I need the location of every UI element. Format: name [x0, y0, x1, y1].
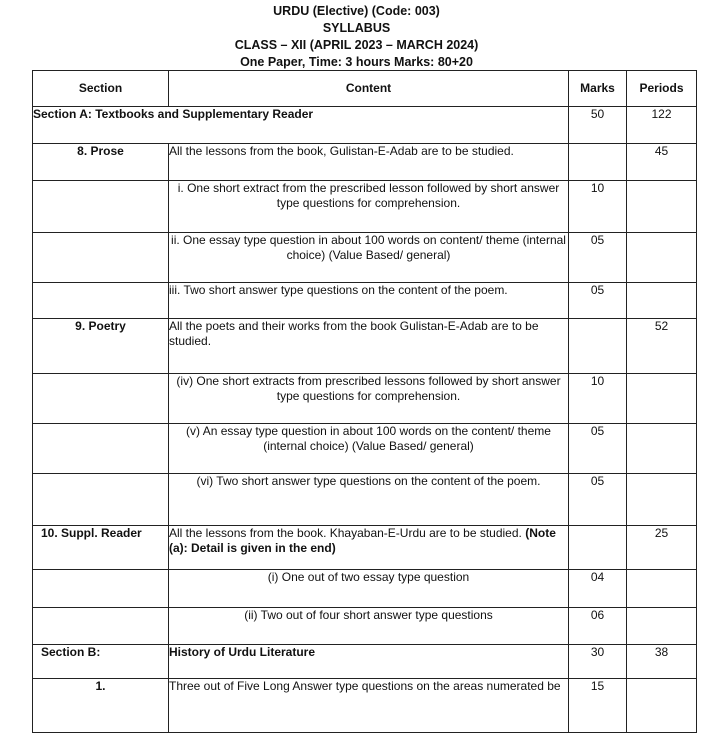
row-periods: 45	[627, 144, 697, 181]
row-periods	[627, 424, 697, 474]
row-content: ii. One essay type question in about 100 words on content/ theme (internal choice) (Value Based/ general)	[169, 233, 569, 283]
table-row	[33, 645, 697, 679]
row-content: (ii) Two out of four short answer type questions	[169, 608, 569, 645]
table-row	[33, 570, 697, 608]
table-row	[33, 474, 697, 526]
row-marks	[569, 144, 627, 181]
row-periods	[627, 679, 697, 733]
row-periods	[627, 570, 697, 608]
row-section	[33, 283, 169, 319]
table-row	[33, 374, 697, 424]
row-periods: 52	[627, 319, 697, 374]
row-marks: 05	[569, 424, 627, 474]
section-a-label: Section A: Textbooks and Supplementary Reader	[33, 107, 569, 144]
row-marks: 30	[569, 645, 627, 679]
row-marks: 04	[569, 570, 627, 608]
row-periods	[627, 181, 697, 233]
row-section	[33, 233, 169, 283]
document-header	[0, 3, 713, 71]
table-header-row	[33, 71, 697, 107]
row-marks: 06	[569, 608, 627, 645]
column-header-section: Section	[33, 71, 169, 107]
row-section	[33, 608, 169, 645]
row-content: (i) One out of two essay type question	[169, 570, 569, 608]
syllabus-heading: SYLLABUS	[322, 21, 391, 35]
table-row	[33, 144, 697, 181]
row-content-note: (Note (a): Detail is given in the end)	[169, 526, 556, 555]
row-marks	[569, 526, 627, 570]
syllabus-table	[32, 70, 697, 733]
row-periods	[627, 374, 697, 424]
row-section	[33, 374, 169, 424]
row-section	[33, 181, 169, 233]
row-marks: 15	[569, 679, 627, 733]
row-content: (vi) Two short answer type questions on the content of the poem.	[169, 474, 569, 526]
section-a-periods: 122	[627, 107, 697, 144]
row-periods: 38	[627, 645, 697, 679]
row-section: 10. Suppl. Reader	[33, 526, 169, 570]
table-row	[33, 679, 697, 733]
table-row	[33, 424, 697, 474]
row-marks: 10	[569, 181, 627, 233]
row-content: All the lessons from the book, Gulistan-E-Adab are to be studied.	[169, 144, 569, 181]
row-content-text: All the lessons from the book. Khayaban-E-Urdu are to be studied.	[169, 526, 522, 540]
row-periods	[627, 283, 697, 319]
table-row	[33, 526, 697, 570]
row-periods	[627, 474, 697, 526]
row-content: iii. Two short answer type questions on the content of the poem.	[169, 283, 569, 319]
row-marks	[569, 319, 627, 374]
row-marks: 10	[569, 374, 627, 424]
row-section	[33, 474, 169, 526]
row-section	[33, 424, 169, 474]
table-row	[33, 233, 697, 283]
table-row	[33, 283, 697, 319]
table-row	[33, 608, 697, 645]
table-row	[33, 181, 697, 233]
row-marks: 05	[569, 283, 627, 319]
row-section: 1.	[33, 679, 169, 733]
paper-info-line: One Paper, Time: 3 hours Marks: 80+20	[240, 55, 473, 69]
column-header-periods: Periods	[627, 71, 697, 107]
row-content: All the poets and their works from the book Gulistan-E-Adab are to be studied.	[169, 319, 569, 374]
row-section: Section B:	[33, 645, 169, 679]
row-periods: 25	[627, 526, 697, 570]
row-marks: 05	[569, 474, 627, 526]
section-a-marks: 50	[569, 107, 627, 144]
row-content: History of Urdu Literature	[169, 645, 569, 679]
row-content: (iv) One short extracts from prescribed lessons followed by short answer type questions for comprehension.	[169, 374, 569, 424]
class-period-line: CLASS – XII (APRIL 2023 – MARCH 2024)	[234, 38, 479, 52]
column-header-marks: Marks	[569, 71, 627, 107]
row-section	[33, 570, 169, 608]
row-marks: 05	[569, 233, 627, 283]
row-content: (v) An essay type question in about 100 words on the content/ theme (internal choice) (Value Based/ general)	[169, 424, 569, 474]
section-a-row	[33, 107, 697, 144]
row-periods	[627, 233, 697, 283]
column-header-content: Content	[169, 71, 569, 107]
row-periods	[627, 608, 697, 645]
table-row	[33, 319, 697, 374]
row-content: i. One short extract from the prescribed lesson followed by short answer type questions for comprehension.	[169, 181, 569, 233]
row-content	[169, 526, 569, 570]
row-section: 8. Prose	[33, 144, 169, 181]
row-section: 9. Poetry	[33, 319, 169, 374]
row-content: Three out of Five Long Answer type questions on the areas numerated be	[169, 679, 569, 733]
subject-title: URDU (Elective) (Code: 003)	[273, 4, 440, 18]
